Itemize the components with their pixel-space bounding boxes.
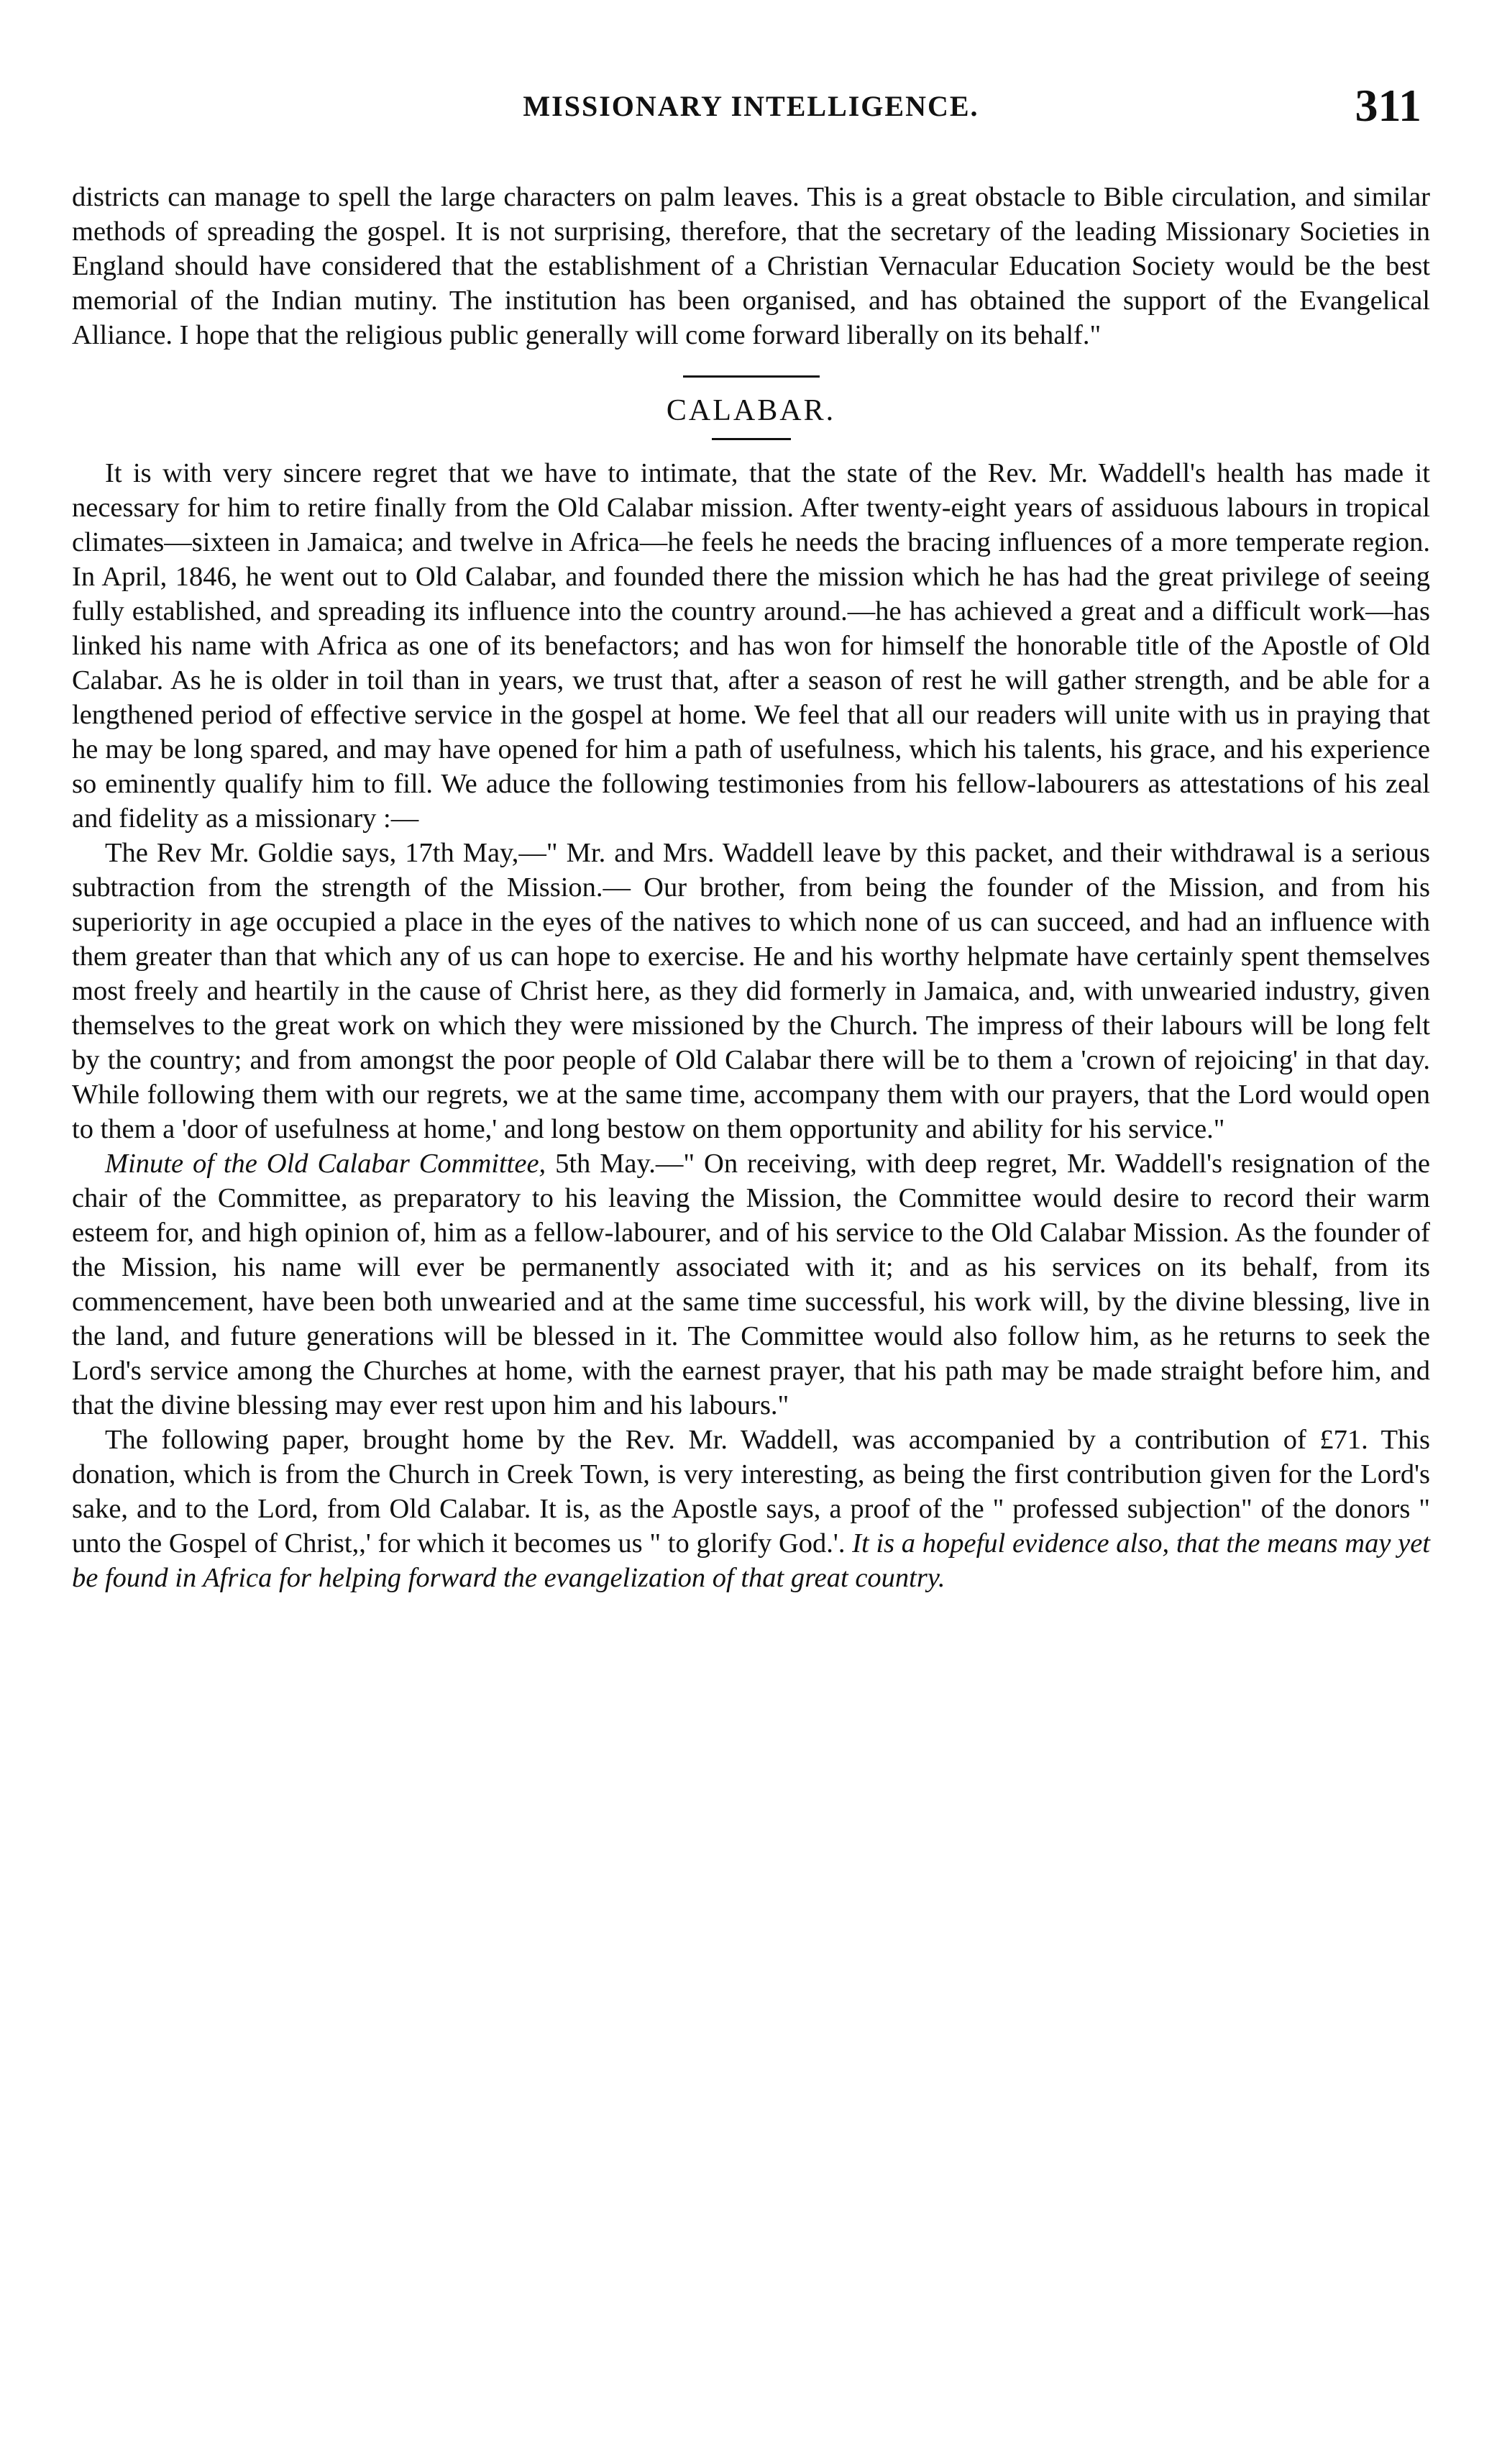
calabar-paragraph: It is with very sincere regret that we have to intimate, that the state of the Rev. Mr. Waddell's health has made it necessary for him to retire finally from the Old Calabar mission. After twenty-eight years of assiduous labours in tropical climates—sixteen in Jamaica; and twelve in Africa—he feels he needs the bracing influences of a more temperate region. In April, 1846, he went out to Old Calabar, and founded there the mission which he has had the great privilege of seeing fully established, and spreading its influence into the country around.—he has achieved a great and a difficult work—has linked his name with Africa as one of its benefactors; and has won for himself the honorable title of the Apostle of Old Calabar. As he is older in toil than in years, we trust that, after a season of rest he will gather strength, and be able for a lengthened period of effective service in the gospel at home. We feel that all our readers will unite with us in praying that he may be long spared, and may have opened for him a path of usefulness, which his talents, his grace, and his experience so eminently qualify him to fill. We aduce the following testimonies from his fellow-labourers as attestations of his zeal and fidelity as a missionary :— (72, 458, 1430, 834)
body-text (72, 180, 1430, 1595)
final-paragraph-start: The following paper, brought home by the Rev. Mr. Waddell, was accompanied by a contribution of £71. This donation, which is from the Church in Creek Town, is very interesting, as being the first contribution given for the Lord's sake, and to the Lord, from Old Calabar. It is, as the Apostle says, a proof of the " professed subjection" of the donors " unto the Gospel of Christ,,' for which it becomes us " to glorify God.'. (72, 1425, 1430, 1559)
page-number: 311 (1355, 80, 1421, 131)
goldie-paragraph: The Rev Mr. Goldie says, 17th May,—" Mr. and Mrs. Waddell leave by this packet, and their withdrawal is a serious subtraction from the strength of the Mission.— Our brother, from being the founder of the Mission, and from his superiority in age occupied a place in the eyes of the natives to which none of us can succeed, and had an influence with them greater than that which any of us can hope to exercise. He and his worthy helpmate have certainly spent themselves most freely and heartily in the cause of Christ here, as they did formerly in Jamaica, and, with unwearied industry, given themselves to the great work on which they were missioned by the Church. The impress of their labours will be long felt by the country; and from amongst the poor people of Old Calabar there will be to them a 'crown of rejoicing' in that day. While following them with our regrets, we at the same time, accompany them with our prayers, that the Lord would open to them a 'door of usefulness at home,' and long bestow on them opportunity and ability for his service." (72, 838, 1430, 1144)
minute-title: Minute of the Old Calabar Committee, (105, 1149, 546, 1179)
minute-paragraph (72, 1146, 1430, 1423)
section-heading: CALABAR. (666, 394, 836, 427)
running-title: MISSIONARY INTELLIGENCE. (523, 90, 979, 122)
running-head (72, 79, 1430, 144)
final-paragraph (72, 1423, 1430, 1595)
heading-underline (712, 438, 791, 440)
section-divider (683, 375, 820, 378)
minute-text: 5th May.—" On receiving, with deep regret, Mr. Waddell's resignation of the chair of the Committee, as preparatory to his leaving the Mission, the Committee would desire to record their warm esteem for, and high opinion of, him as a fellow-labourer, and of his service to the Old Calabar Mission. As the founder of the Mission, his name will ever be permanently associated with it; and as his services on its behalf, from its commencement, have been both unwearied and at the same time successful, his work will, by the divine blessing, live in the land, and future generations will be blessed in it. The Committee would also follow him, as he returns to seek the Lord's service among the Churches at home, with the earnest prayer, that his path may be made straight before him, and that the divine blessing may ever rest upon him and his labours." (72, 1149, 1430, 1420)
final-paragraph-end: It is a hopeful evidence also, that the means may yet be found in Africa for helping forward the evangelization of that great country. (72, 1528, 1430, 1593)
intro-paragraph: districts can manage to spell the large characters on palm leaves. This is a great obstacle to Bible circulation, and similar methods of spreading the gospel. It is not surprising, therefore, that the secretary of the leading Missionary Societies in England should have considered that the establishment of a Christian Vernacular Education Society would be the best memorial of the Indian mutiny. The institution has been organised, and has obtained the support of the Evangelical Alliance. I hope that the religious public generally will come forward liberally on its behalf." (72, 182, 1430, 350)
